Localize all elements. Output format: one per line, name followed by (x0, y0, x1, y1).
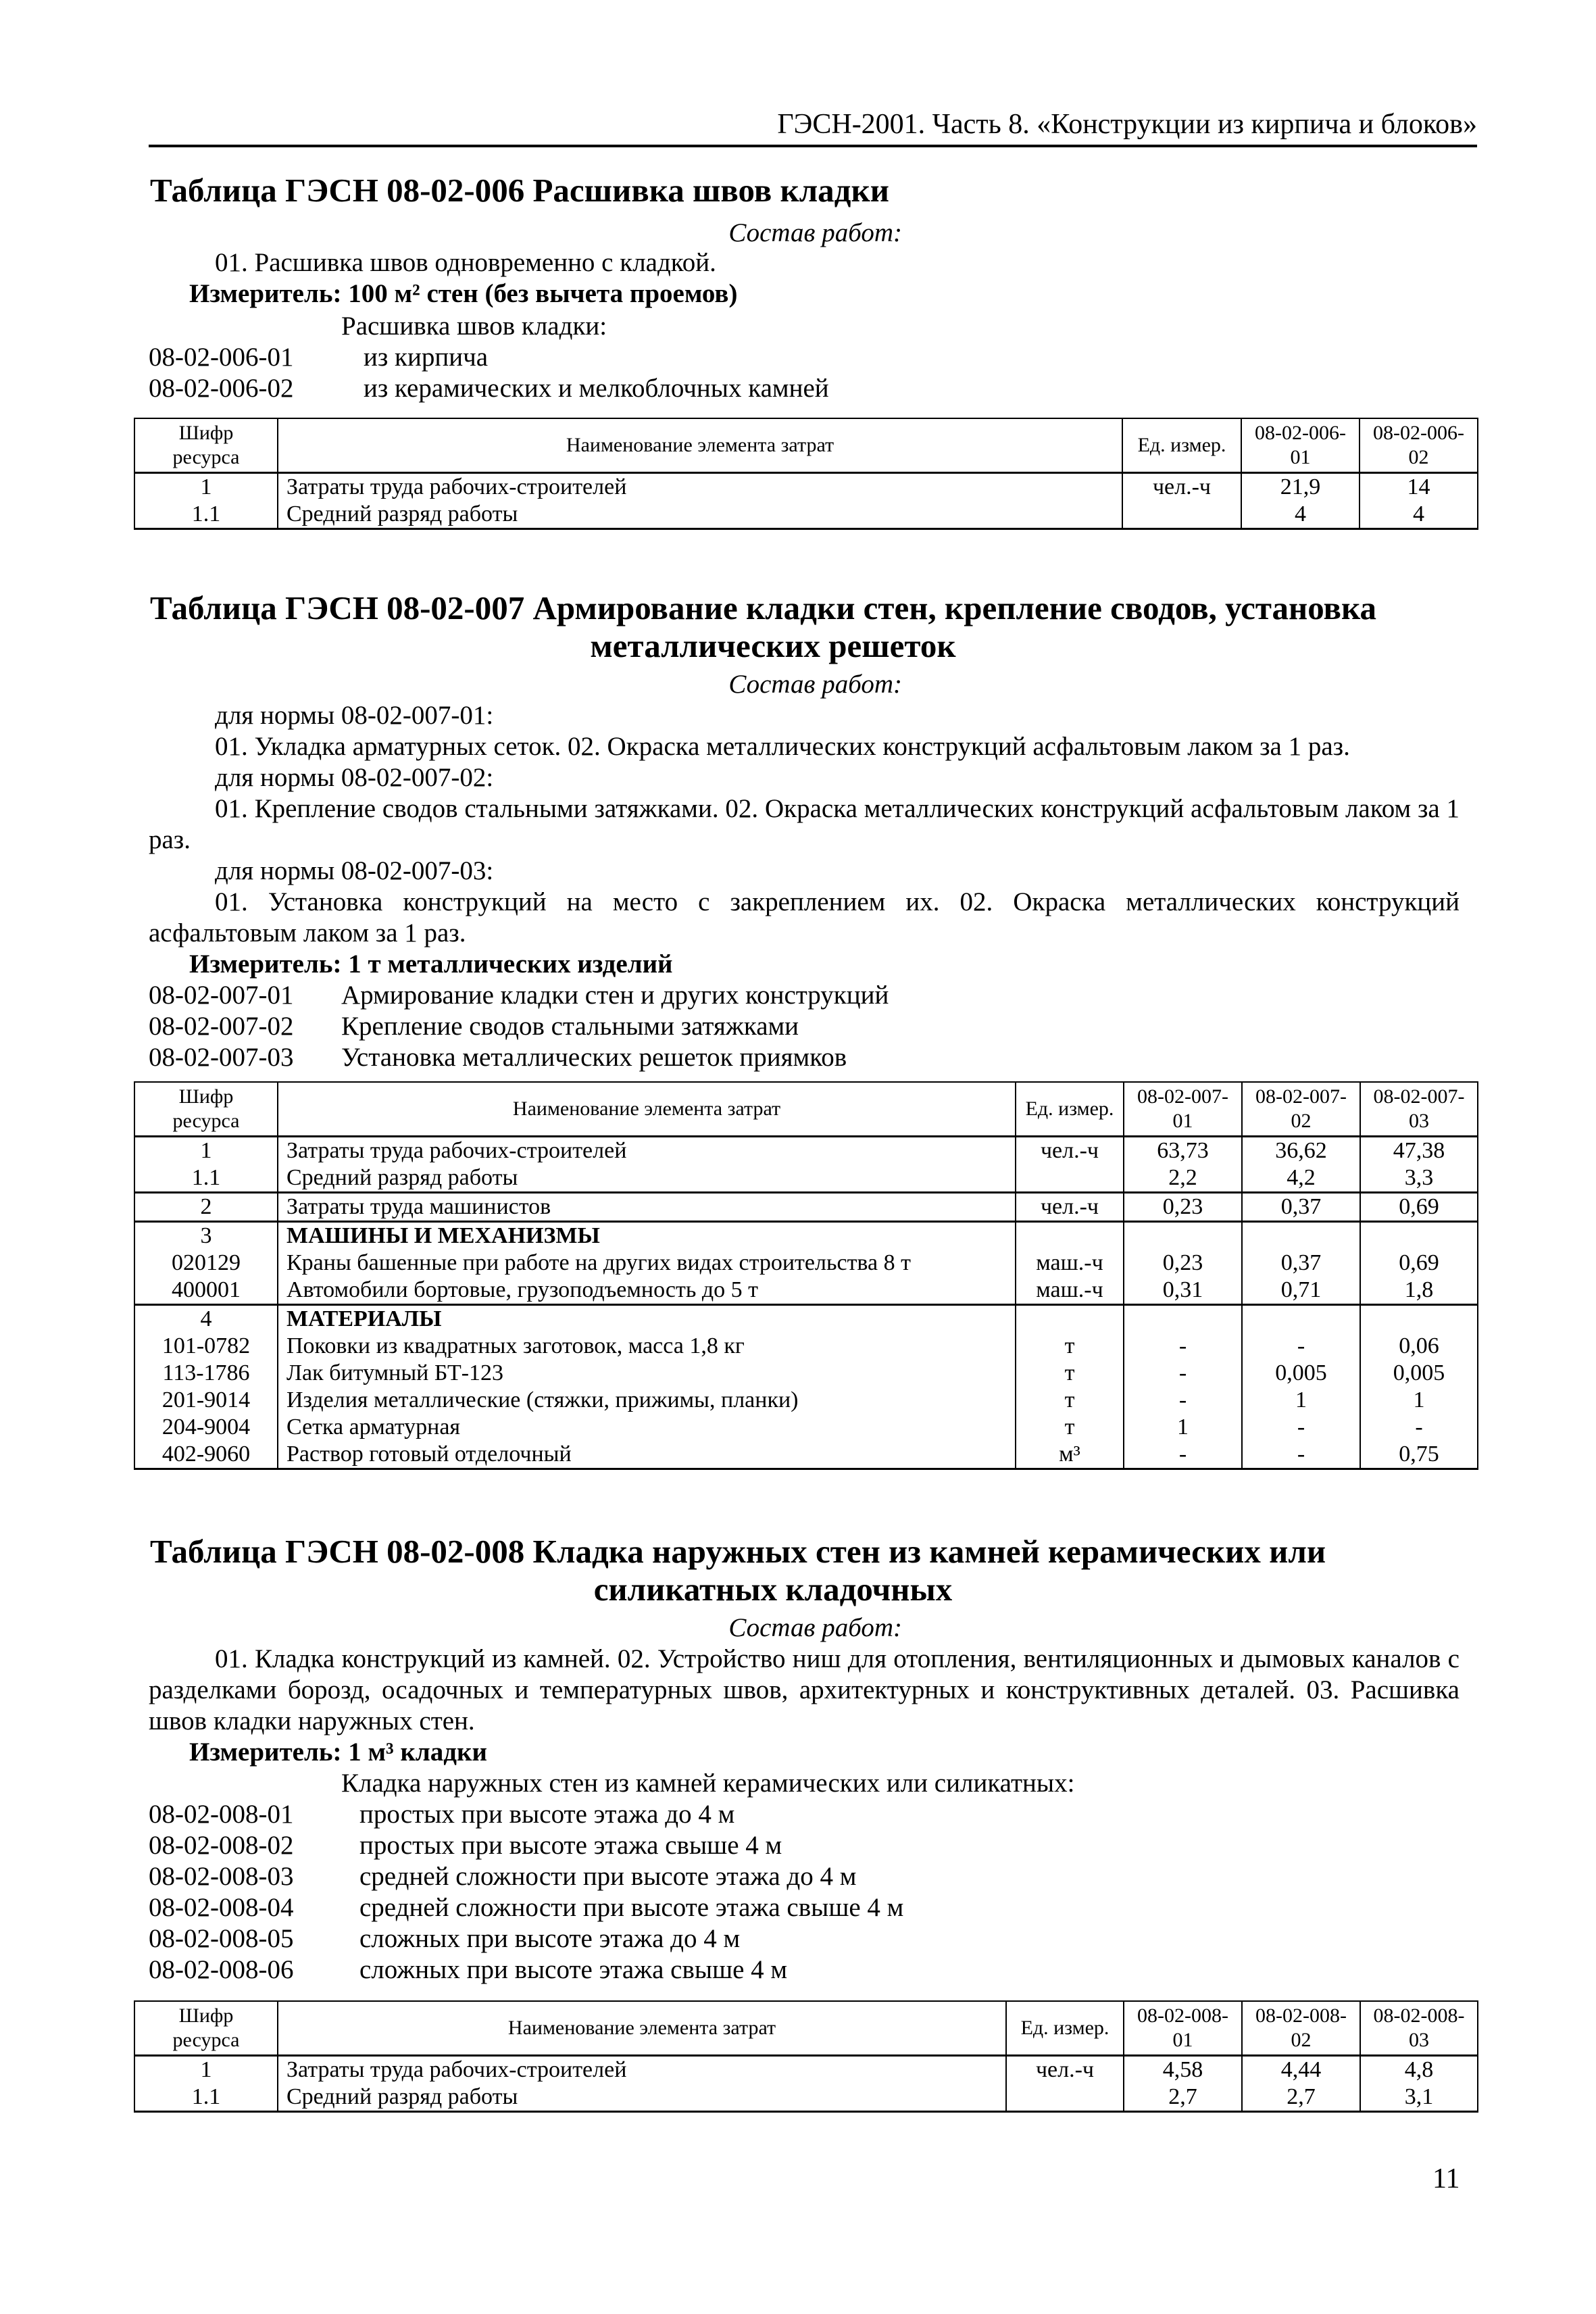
cell-code: 4 (134, 1304, 278, 1333)
header-norm-col: 08-02-006-02 (1360, 418, 1478, 472)
norm-code-row (149, 1042, 1432, 1073)
cell-value: 63,73 (1124, 1136, 1242, 1164)
cell-unit: т (1016, 1333, 1124, 1360)
cell-value: - (1242, 1441, 1360, 1469)
cell-name: Краны башенные при работе на других видах строительства 8 т (278, 1250, 1016, 1277)
cell-value (1124, 1304, 1242, 1333)
cell-value: 4,44 (1242, 2055, 1360, 2084)
group-title: Расшивка швов кладки: (341, 312, 607, 341)
table-row (134, 1304, 1478, 1333)
work-composition-label: Состав работ: (728, 1613, 902, 1642)
cell-value: 21,9 (1241, 472, 1360, 501)
norm-code: 08-02-008-02 (149, 1831, 294, 1860)
header-code: Шифр ресурса (134, 1082, 278, 1136)
cell-value: 4 (1241, 501, 1360, 529)
header-code: Шифр ресурса (134, 2001, 278, 2055)
cell-unit: т (1016, 1414, 1124, 1441)
norm-code-row (149, 1954, 1432, 1986)
header-unit: Ед. измер. (1122, 418, 1241, 472)
cell-value: 0,31 (1124, 1277, 1242, 1305)
cell-value: 4,2 (1242, 1164, 1360, 1193)
norm-code-row (149, 1799, 1432, 1830)
work-composition-label: Состав работ: (728, 670, 902, 699)
cell-unit (1016, 1164, 1124, 1193)
cell-code: 113-1786 (134, 1360, 278, 1387)
meter-line: Измеритель: 1 м³ кладки (189, 1738, 487, 1767)
header-norm-col: 08-02-008-03 (1360, 2001, 1478, 2055)
cell-code: 3 (134, 1221, 278, 1250)
table-row (134, 1192, 1478, 1221)
cell-value: 0,06 (1360, 1333, 1478, 1360)
cell-value: 4,8 (1360, 2055, 1478, 2084)
cell-value (1242, 1304, 1360, 1333)
cell-value: 1,8 (1360, 1277, 1478, 1305)
cell-unit: т (1016, 1360, 1124, 1387)
cell-value: 1 (1124, 1414, 1242, 1441)
header-name: Наименование элемента затрат (278, 2001, 1006, 2055)
cell-unit (1122, 501, 1241, 529)
table-row (134, 1414, 1478, 1441)
norm-description: средней сложности при высоте этажа свыше 4 м (359, 1893, 904, 1922)
header-name: Наименование элемента затрат (278, 418, 1122, 472)
cell-value: - (1124, 1387, 1242, 1414)
cell-value: 0,69 (1360, 1192, 1478, 1221)
cell-unit (1016, 1221, 1124, 1250)
header-norm-col: 08-02-007-03 (1360, 1082, 1478, 1136)
cell-code: 1.1 (134, 1164, 278, 1193)
cell-code: 1 (134, 472, 278, 501)
cell-name: Средний разряд работы (278, 501, 1122, 529)
header-name: Наименование элемента затрат (278, 1082, 1016, 1136)
cell-unit: чел.-ч (1016, 1136, 1124, 1164)
cell-code: 2 (134, 1192, 278, 1221)
cell-code: 201-9014 (134, 1387, 278, 1414)
section-title-006: Таблица ГЭСН 08-02-006 Расшивка швов кладки (150, 172, 889, 209)
cell-value: 0,37 (1242, 1192, 1360, 1221)
cell-unit: чел.-ч (1016, 1192, 1124, 1221)
norm-description: Армирование кладки стен и других конструкций (341, 981, 889, 1010)
cell-value: 4,58 (1124, 2055, 1242, 2084)
header-unit: Ед. измер. (1016, 1082, 1124, 1136)
cell-unit (1016, 1304, 1124, 1333)
work-text: 01. Кладка конструкций из камней. 02. Устройство ниш для отопления, вентиляционных и дымовых каналов с разделками борозд, осадочных и температурных швов, архитектурных и конструктивных деталей. 03. Расшивка швов кладки наружных стен. (149, 1644, 1460, 1736)
cell-unit: маш.-ч (1016, 1250, 1124, 1277)
cell-unit: т (1016, 1387, 1124, 1414)
cell-name: Автомобили бортовые, грузоподъемность до 5 т (278, 1277, 1016, 1305)
meter-line: Измеритель: 1 т металлических изделий (189, 950, 673, 979)
cell-value: - (1242, 1414, 1360, 1441)
header-code: Шифр ресурса (134, 418, 278, 472)
work-text: 01. Крепление сводов стальными затяжками. 02. Окраска металлических конструкций асфальтовым лаком за 1 раз. (149, 794, 1460, 854)
cell-unit (1006, 2084, 1124, 2112)
norm-code: 08-02-006-02 (149, 374, 294, 403)
cell-name: Затраты труда рабочих-строителей (278, 2055, 1006, 2084)
table-row (134, 1277, 1478, 1305)
cell-name: Раствор готовый отделочный (278, 1441, 1016, 1469)
header-norm-col: 08-02-007-01 (1124, 1082, 1242, 1136)
cell-value: 3,3 (1360, 1164, 1478, 1193)
section-title-line: металлических решеток (590, 627, 956, 664)
norm-code: 08-02-008-01 (149, 1800, 294, 1829)
norm-description: простых при высоте этажа до 4 м (359, 1800, 735, 1829)
cell-value: 0,23 (1124, 1250, 1242, 1277)
table-row (134, 2084, 1478, 2112)
header-norm-col: 08-02-008-01 (1124, 2001, 1242, 2055)
table-row (134, 1333, 1478, 1360)
cell-value: 14 (1360, 472, 1478, 501)
cell-name: Затраты труда рабочих-строителей (278, 1136, 1016, 1164)
cell-name: Поковки из квадратных заготовок, масса 1,8 кг (278, 1333, 1016, 1360)
cell-name: Средний разряд работы (278, 1164, 1016, 1193)
norm-description: сложных при высоте этажа свыше 4 м (359, 1955, 788, 1984)
work-composition-label: Состав работ: (728, 218, 902, 247)
cell-value: 1 (1360, 1387, 1478, 1414)
cell-value: 0,23 (1124, 1192, 1242, 1221)
norm-description: сложных при высоте этажа до 4 м (359, 1924, 741, 1953)
cell-name: МАТЕРИАЛЫ (278, 1304, 1016, 1333)
cell-code: 020129 (134, 1250, 278, 1277)
norm-code-row (149, 1830, 1432, 1861)
norm-description: из керамических и мелкоблочных камней (364, 374, 829, 403)
norm-code: 08-02-008-03 (149, 1862, 294, 1891)
page-number: 11 (1432, 2163, 1460, 2194)
resource-table-008 (134, 2000, 1478, 2113)
norm-description: Установка металлических решеток приямков (341, 1043, 847, 1072)
norm-description: Крепление сводов стальными затяжками (341, 1012, 799, 1041)
cell-name: Лак битумный БТ-123 (278, 1360, 1016, 1387)
cell-name: Средний разряд работы (278, 2084, 1006, 2112)
cell-value: 0,37 (1242, 1250, 1360, 1277)
section-title-line: Таблица ГЭСН 08-02-008 Кладка наружных стен из камней керамических или (150, 1533, 1326, 1570)
cell-value (1124, 1221, 1242, 1250)
work-text: 01. Установка конструкций на место с закреплением их. 02. Окраска металлических конструкций асфальтовым лаком за 1 раз. (149, 887, 1460, 947)
cell-value: - (1124, 1333, 1242, 1360)
cell-value: 36,62 (1242, 1136, 1360, 1164)
norm-code: 08-02-007-01 (149, 981, 294, 1010)
cell-code: 1 (134, 1136, 278, 1164)
table-row (134, 2055, 1478, 2084)
cell-unit: чел.-ч (1122, 472, 1241, 501)
norm-code: 08-02-007-02 (149, 1012, 294, 1041)
group-title: Кладка наружных стен из камней керамических или силикатных: (341, 1769, 1075, 1798)
cell-value: 0,69 (1360, 1250, 1478, 1277)
table-row (134, 1136, 1478, 1164)
norm-description: простых при высоте этажа свыше 4 м (359, 1831, 782, 1860)
header-unit: Ед. измер. (1006, 2001, 1124, 2055)
norm-code: 08-02-008-06 (149, 1955, 294, 1984)
header-norm-col: 08-02-008-02 (1242, 2001, 1360, 2055)
resource-table-006 (134, 418, 1478, 530)
cell-value (1360, 1221, 1478, 1250)
cell-value: 3,1 (1360, 2084, 1478, 2112)
norm-code: 08-02-007-03 (149, 1043, 294, 1072)
cell-value: - (1124, 1360, 1242, 1387)
table-row (134, 1164, 1478, 1193)
cell-value: - (1242, 1333, 1360, 1360)
cell-name: Изделия металлические (стяжки, прижимы, планки) (278, 1387, 1016, 1414)
table-row (134, 1221, 1478, 1250)
cell-value: 2,2 (1124, 1164, 1242, 1193)
table-row (134, 1387, 1478, 1414)
header-norm-col: 08-02-007-02 (1242, 1082, 1360, 1136)
cell-name: Затраты труда рабочих-строителей (278, 472, 1122, 501)
cell-value: 47,38 (1360, 1136, 1478, 1164)
header-norm-col: 08-02-006-01 (1241, 418, 1360, 472)
norm-code-row (149, 1892, 1432, 1923)
cell-value: - (1360, 1414, 1478, 1441)
cell-name: Сетка арматурная (278, 1414, 1016, 1441)
norm-code-row (149, 1011, 1432, 1042)
norm-code: 08-02-006-01 (149, 343, 294, 372)
cell-value: 0,005 (1242, 1360, 1360, 1387)
cell-code: 1.1 (134, 2084, 278, 2112)
running-header: ГЭСН-2001. Часть 8. «Конструкции из кирпича и блоков» (149, 108, 1477, 147)
cell-value: 0,005 (1360, 1360, 1478, 1387)
cell-code: 402-9060 (134, 1441, 278, 1469)
cell-value: 2,7 (1242, 2084, 1360, 2112)
resource-table-007 (134, 1081, 1478, 1470)
section-title-008 (150, 1533, 1477, 1608)
cell-value: 0,75 (1360, 1441, 1478, 1469)
norm-code-row (149, 980, 1432, 1011)
work-text: 01. Расшивка швов одновременно с кладкой. (215, 248, 716, 277)
cell-unit: чел.-ч (1006, 2055, 1124, 2084)
norm-reference: для нормы 08-02-007-03: (215, 856, 494, 885)
cell-code: 204-9004 (134, 1414, 278, 1441)
cell-unit: м³ (1016, 1441, 1124, 1469)
table-row (134, 501, 1478, 529)
norm-code-row (149, 373, 1432, 404)
cell-code: 400001 (134, 1277, 278, 1305)
cell-code: 101-0782 (134, 1333, 278, 1360)
cell-value: 4 (1360, 501, 1478, 529)
cell-code: 1 (134, 2055, 278, 2084)
cell-value: - (1124, 1441, 1242, 1469)
norm-code-row (149, 1861, 1432, 1892)
cell-code: 1.1 (134, 501, 278, 529)
cell-value: 2,7 (1124, 2084, 1242, 2112)
work-text: 01. Укладка арматурных сеток. 02. Окраска металлических конструкций асфальтовым лаком за 1 раз. (215, 732, 1350, 761)
cell-value (1242, 1221, 1360, 1250)
norm-reference: для нормы 08-02-007-01: (215, 701, 494, 730)
table-row (134, 1250, 1478, 1277)
meter-line: Измеритель: 100 м² стен (без вычета проемов) (189, 279, 738, 308)
cell-unit: маш.-ч (1016, 1277, 1124, 1305)
table-row (134, 472, 1478, 501)
norm-code-row (149, 1923, 1432, 1954)
norm-description: из кирпича (364, 343, 489, 372)
norm-description: средней сложности при высоте этажа до 4 м (359, 1862, 857, 1891)
section-title-007 (150, 589, 1477, 665)
norm-code: 08-02-008-05 (149, 1924, 294, 1953)
norm-code: 08-02-008-04 (149, 1893, 294, 1922)
cell-value: 1 (1242, 1387, 1360, 1414)
section-title-line: силикатных кладочных (593, 1571, 953, 1608)
table-row (134, 1441, 1478, 1469)
cell-name: МАШИНЫ И МЕХАНИЗМЫ (278, 1221, 1016, 1250)
norm-code-row (149, 342, 1432, 373)
table-row (134, 1360, 1478, 1387)
cell-value: 0,71 (1242, 1277, 1360, 1305)
section-title-line: Таблица ГЭСН 08-02-007 Армирование кладки стен, крепление сводов, установка (150, 589, 1377, 626)
norm-reference: для нормы 08-02-007-02: (215, 763, 494, 792)
cell-value (1360, 1304, 1478, 1333)
cell-name: Затраты труда машинистов (278, 1192, 1016, 1221)
